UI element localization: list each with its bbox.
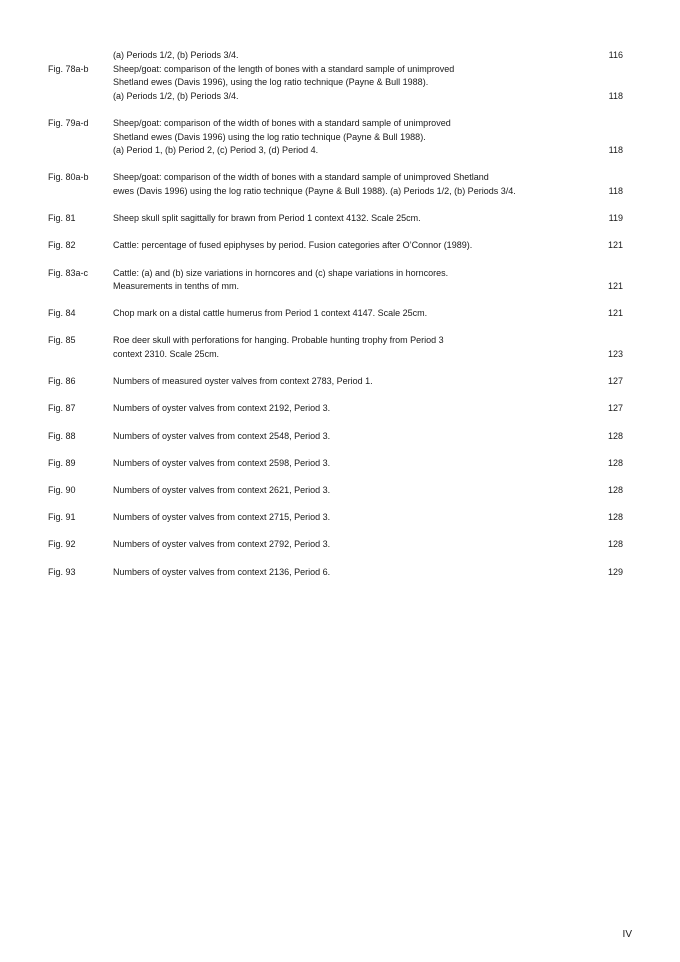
caption-line: Cattle: (a) and (b) size variations in horncores and (c) shape variations in horncores.: [113, 267, 449, 278]
caption-line: Sheep/goat: comparison of the length of bones with a standard sample of unimproved: [113, 63, 455, 74]
caption-line: Numbers of measured oyster valves from context 2783, Period 1.: [113, 376, 373, 387]
figure-number: Fig. 80a-b: [48, 172, 89, 183]
figure-caption: [113, 538, 580, 552]
figure-entry: [48, 402, 625, 416]
figure-caption: [113, 171, 580, 198]
caption-line: (a) Periods 1/2, (b) Periods 3/4.: [113, 50, 239, 60]
figure-number: Fig. 88: [48, 430, 76, 441]
figure-entry: [48, 484, 625, 498]
figure-caption: [113, 267, 580, 294]
page-number: 123: [607, 349, 623, 360]
caption-line: Shetland ewes (Davis 1996), using the log ratio technique (Payne & Bull 1988).: [113, 77, 429, 88]
caption-line: context 2310. Scale 25cm.: [113, 349, 220, 360]
page-number: 128: [607, 512, 623, 523]
figure-caption: [113, 49, 580, 63]
caption-line: Numbers of oyster valves from context 2715, Period 3.: [113, 512, 331, 523]
caption-line: Chop mark on a distal cattle humerus from Period 1 context 4147. Scale 25cm.: [113, 308, 428, 319]
figure-caption: [113, 63, 580, 104]
figure-number: Fig. 91: [48, 512, 76, 523]
page-number: 128: [607, 457, 623, 468]
caption-line: Sheep/goat: comparison of the width of bones with a standard sample of unimproved: [113, 117, 451, 128]
page-folio: IV: [622, 929, 632, 940]
page-number: 118: [608, 145, 623, 156]
page-number: 129: [607, 566, 623, 577]
figure-number: Fig. 83a-c: [48, 267, 89, 278]
figure-caption: [113, 566, 580, 580]
page-number: 118: [608, 185, 623, 196]
figure-number: Fig. 86: [48, 376, 76, 387]
caption-line: Numbers of oyster valves from context 2792, Period 3.: [113, 539, 331, 550]
figure-entry: [48, 171, 625, 198]
page-number: 118: [608, 90, 623, 101]
page-number: 127: [607, 376, 623, 387]
page-number: 128: [607, 485, 623, 495]
caption-line: Numbers of oyster valves from context 2548, Period 3.: [113, 430, 331, 441]
figure-caption: [113, 511, 580, 525]
page-number: 128: [607, 539, 623, 550]
figure-number: Fig. 81: [48, 213, 76, 224]
figure-caption: [113, 212, 580, 226]
figure-caption: [113, 484, 580, 498]
figure-caption: [113, 239, 580, 253]
page-number: 121: [607, 281, 623, 292]
page-number: 121: [607, 240, 623, 251]
caption-line: Measurements in tenths of mm.: [113, 281, 240, 292]
page-number: 121: [607, 308, 623, 319]
figure-number: Fig. 90: [48, 485, 76, 495]
figure-caption: [113, 375, 580, 389]
caption-line: Roe deer skull with perforations for hanging. Probable hunting trophy from Period 3: [113, 335, 444, 346]
figure-caption: [113, 457, 580, 471]
caption-line: Sheep skull split sagittally for brawn from Period 1 context 4132. Scale 25cm.: [113, 213, 421, 224]
list-of-figures: [48, 49, 625, 593]
page-number: 116: [608, 50, 623, 60]
caption-line: Numbers of oyster valves from context 2598, Period 3.: [113, 457, 331, 468]
figure-caption: [113, 430, 580, 444]
figure-number: Fig. 78a-b: [48, 63, 89, 74]
figure-entry: [48, 334, 625, 361]
figure-entry: [48, 375, 625, 389]
figure-number: Fig. 92: [48, 539, 76, 550]
figure-number: Fig. 87: [48, 403, 76, 414]
page-number: 119: [608, 213, 623, 224]
caption-line: Sheep/goat: comparison of the width of bones with a standard sample of unimproved Shetland: [113, 172, 489, 183]
figure-caption: [113, 307, 580, 321]
figure-number: Fig. 82: [48, 240, 76, 251]
caption-line: Cattle: percentage of fused epiphyses by period. Fusion categories after O’Connor (1989).: [113, 240, 473, 251]
figure-entry: [48, 511, 625, 525]
figure-entry: [48, 307, 625, 321]
caption-line: Numbers of oyster valves from context 2192, Period 3.: [113, 403, 331, 414]
figure-caption: [113, 402, 580, 416]
figure-entry: [48, 117, 625, 158]
page-number: 128: [607, 430, 623, 441]
figure-entry: [48, 566, 625, 580]
caption-line: Shetland ewes (Davis 1996) using the log ratio technique (Payne & Bull 1988).: [113, 131, 426, 142]
caption-line: (a) Period 1, (b) Period 2, (c) Period 3, (d) Period 4.: [113, 145, 319, 156]
page-number: 127: [607, 403, 623, 414]
caption-line: ewes (Davis 1996) using the log ratio technique (Payne & Bull 1988). (a) Periods 1/2, (b) Periods 3/4.: [113, 185, 516, 196]
caption-line: Numbers of oyster valves from context 2621, Period 3.: [113, 485, 331, 495]
caption-line: (a) Periods 1/2, (b) Periods 3/4.: [113, 90, 239, 101]
figure-entry: [48, 430, 625, 444]
figure-entry: [48, 63, 625, 104]
figure-caption: [113, 117, 580, 158]
figure-entry: [48, 212, 625, 226]
figure-number: Fig. 79a-d: [48, 117, 89, 128]
figure-entry: [48, 49, 625, 63]
caption-line: Numbers of oyster valves from context 2136, Period 6.: [113, 566, 331, 577]
figure-entry: [48, 457, 625, 471]
figure-number: Fig. 89: [48, 457, 76, 468]
figure-caption: [113, 334, 580, 361]
figure-number: Fig. 84: [48, 308, 76, 319]
figure-entry: [48, 538, 625, 552]
figure-number: Fig. 93: [48, 566, 76, 577]
figure-entry: [48, 239, 625, 253]
figure-number: Fig. 85: [48, 335, 76, 346]
figure-entry: [48, 267, 625, 294]
